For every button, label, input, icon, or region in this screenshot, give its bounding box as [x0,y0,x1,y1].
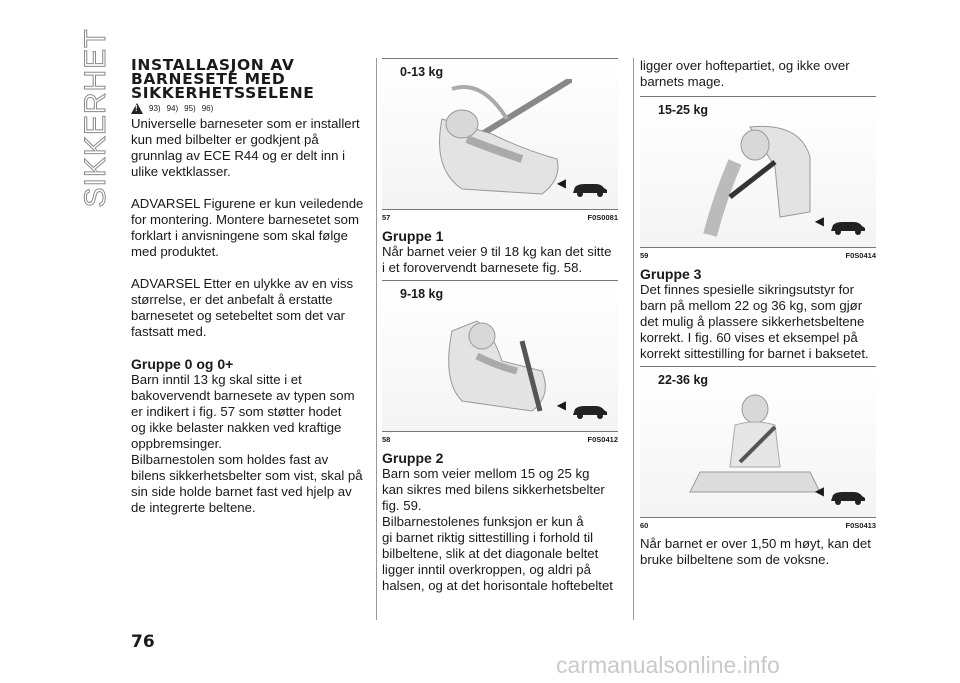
group2-text [382,466,618,594]
page-number: 76 [131,632,155,652]
figure-58-caption [382,435,618,444]
figure-code: F0S0412 [587,435,618,444]
line: Barn som veier mellom 15 og 25 kg [382,466,590,481]
line: ligger inntil overkroppen, og aldri på [382,562,591,577]
car-direction-icon [570,403,610,419]
warning-text-1 [131,196,367,260]
rear-facing-seat-illustration [422,79,572,199]
line: Bilbarnestolenes funksjon er kun å [382,514,584,529]
line: i et forovervendt barnesete fig. 58. [382,260,583,275]
figure-weight-label: 22-36 kg [658,373,709,387]
line: ulike vektklasser. [131,164,231,179]
group1-text [382,244,618,276]
ref: 95) [184,104,196,113]
ref: 93) [149,104,161,113]
title-line: BARNESETE MED [131,70,286,88]
figure-57 [382,58,618,210]
figure-number: 60 [640,521,649,530]
line: barnesetet og setebeltet som det var [131,308,346,323]
figure-58 [382,280,618,432]
figure-60-caption [640,521,876,530]
line: bilbeltene, slik at det diagonale beltet [382,546,599,561]
figure-number: 59 [640,251,649,260]
line: Bilbarnestolen som holdes fast av [131,452,329,467]
line: halsen, og at det horisontale hoftebeltet [382,578,613,593]
group3-text [640,282,876,362]
car-direction-icon [570,181,610,197]
line: korrekt. I fig. 60 vises et eksempel på [640,330,858,345]
ref: 94) [166,104,179,113]
warning-refs [131,103,367,114]
section-label: SIKKERHET [79,28,112,208]
group0-text [131,372,367,516]
line: ADVARSEL Figurene er kun veiledende [131,196,364,211]
line: bilens sikkerhetsbelter som vist, skal på [131,468,363,483]
line: Det finnes spesielle sikringsutstyr for [640,282,855,297]
line: for montering. Montere barnesetet som [131,212,359,227]
line: grunnlag av ECE R44 og er delt inn i [131,148,346,163]
direction-arrow-icon: ◀ [556,398,566,412]
section-sidebar-title [71,28,121,208]
line: ADVARSEL Etter en ulykke av en viss [131,276,354,291]
figure-code: F0S0413 [845,521,876,530]
line: gi barnet riktig sittestilling i forhold til [382,530,594,545]
column-1 [131,58,367,516]
line: bakovervendt barnesete av typen som [131,388,355,403]
continued-text [640,58,876,90]
group3-heading: Gruppe 3 [640,266,702,282]
car-direction-icon [828,489,868,505]
line: oppbremsinger. [131,436,222,451]
line: fastsatt med. [131,324,207,339]
title-line: SIKKERHETSSELENE [131,84,315,102]
figure-60 [640,366,876,518]
line: forklart i anvisningene som skal følge [131,228,348,243]
group1-heading: Gruppe 1 [382,228,444,244]
line: er indikert i fig. 57 som støtter hodet [131,404,342,419]
forward-facing-seat-illustration [422,301,572,421]
figure-59-caption [640,251,876,260]
line: Universelle barneseter som er installert [131,116,360,131]
column-divider-1 [376,58,377,620]
figure-number: 58 [382,435,391,444]
final-text [640,536,876,568]
line: ligger over hoftepartiet, og ikke over [640,58,850,73]
line: Når barnet veier 9 til 18 kg kan det sitte [382,244,612,259]
watermark: carmanualsonline.info [556,652,780,678]
line: med produktet. [131,244,219,259]
line: barnets mage. [640,74,725,89]
line: barn på mellom 22 og 36 kg, som gjør [640,298,863,313]
group0-heading: Gruppe 0 og 0+ [131,356,234,372]
line: størrelse, er det anbefalt å erstatte [131,292,333,307]
line: bruke bilbeltene som de voksne. [640,552,830,567]
direction-arrow-icon: ◀ [556,176,566,190]
column-2 [382,58,618,594]
line: fig. 59. [382,498,422,513]
direction-arrow-icon: ◀ [814,214,824,228]
figure-code: F0S0081 [587,213,618,222]
figure-weight-label: 0-13 kg [400,65,444,79]
column-3 [640,58,876,568]
column-divider-2 [633,58,634,620]
ref: 96) [201,104,214,113]
warning-triangle-icon [131,103,143,114]
figure-weight-label: 15-25 kg [658,103,709,117]
title-line: INSTALLASJON AV [131,56,295,74]
booster-cushion-illustration [680,387,830,507]
car-direction-icon [828,219,868,235]
direction-arrow-icon: ◀ [814,484,824,498]
line: kun med bilbelter er godkjent på [131,132,319,147]
line: og ikke belaster nakken ved kraftige [131,420,342,435]
figure-59 [640,96,876,248]
figure-57-caption [382,213,618,222]
section-title [131,58,367,100]
group2-heading: Gruppe 2 [382,450,444,466]
line: kan sikres med bilens sikkerhetsbelter [382,482,605,497]
line: de integrerte beltene. [131,500,256,515]
booster-seat-illustration [680,117,830,237]
line: sin side holde barnet fast ved hjelp av [131,484,352,499]
figure-number: 57 [382,213,391,222]
line: Barn inntil 13 kg skal sitte i et [131,372,302,387]
intro-text [131,116,367,180]
line: det mulig å plassere sikkerhetsbeltene [640,314,865,329]
line: Når barnet er over 1,50 m høyt, kan det [640,536,871,551]
warning-text-2 [131,276,367,340]
figure-weight-label: 9-18 kg [400,287,444,301]
figure-code: F0S0414 [845,251,876,260]
line: korrekt sittestilling for barnet i baksetet. [640,346,869,361]
